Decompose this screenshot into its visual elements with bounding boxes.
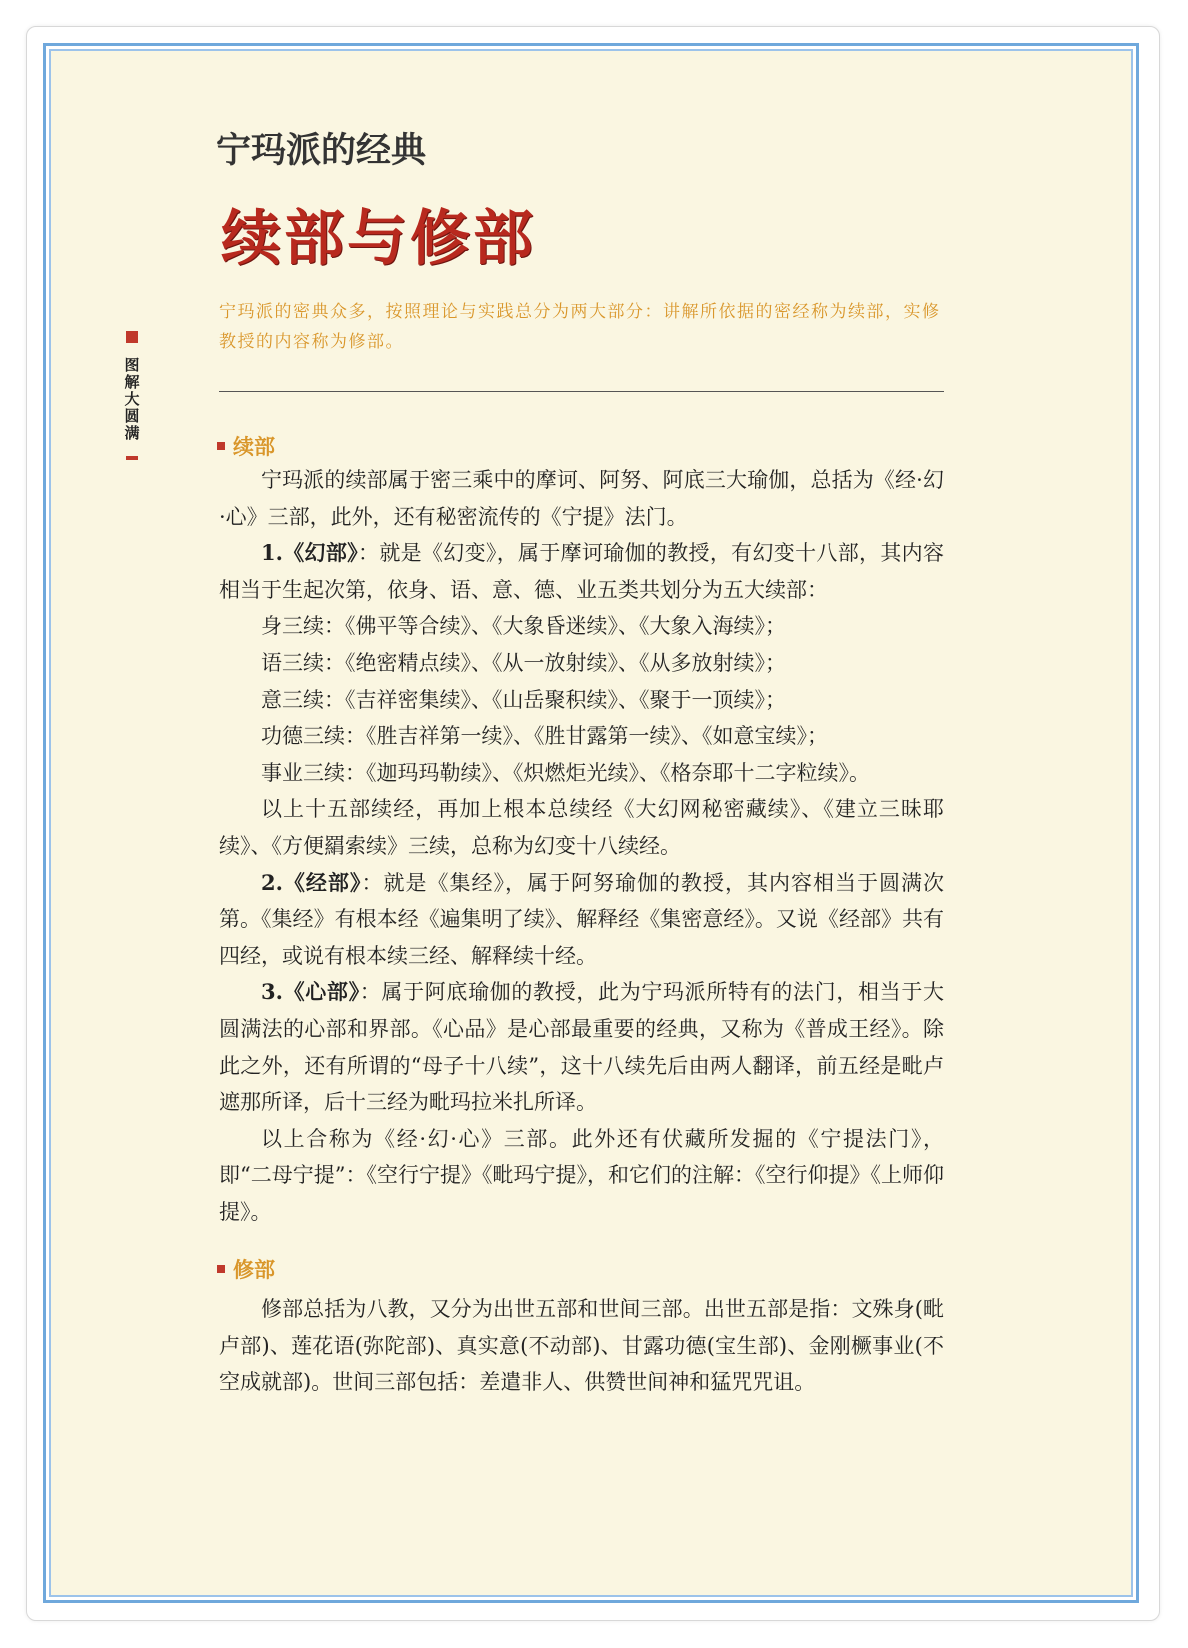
paragraph-text: 身三续：《佛平等合续》、《大象昏迷续》、《大象入海续》； [261, 614, 786, 639]
bullet-icon [217, 1265, 225, 1273]
paragraph [219, 1121, 944, 1231]
paragraph-lead: 3.《心部》 [261, 979, 360, 1005]
paragraph-text: 事业三续：《迦玛玛勒续》、《炽燃炬光续》、《格奈耶十二字粒续》。 [261, 760, 870, 785]
paragraph-text: ：属于阿底瑜伽的教授，此为宁玛派所特有的法门，相当于大圆满法的心部和界部。《心品》是心部最重要的经典，又称为《普成王经》。除此之外，还有所谓的“母子十八续”，这十八续先后由两人翻译，前五经是毗卢遮那所译，后十三经为毗玛拉米扎所译。 [219, 980, 944, 1115]
paragraph [219, 645, 944, 682]
side-tab [122, 331, 141, 460]
page-frame [43, 43, 1139, 1603]
paragraph-text: 修部总括为八教，又分为出世五部和世间三部。出世五部是指：文殊身(毗卢部)、莲花语(弥陀部)、真实意(不动部)、甘露功德(宝生部)、金刚橛事业(不空成就部)。世间三部包括：差遣非人、供赞世间神和猛咒咒诅。 [219, 1297, 944, 1395]
paragraph [219, 718, 944, 755]
side-tab-label: 图解大圆满 [122, 357, 141, 442]
paragraph-text: ：就是《幻变》，属于摩诃瑜伽的教授，有幻变十八部，其内容相当于生起次第，依身、语、意、德、业五类共划分为五大续部： [219, 541, 944, 602]
paragraph-text: ：就是《集经》，属于阿努瑜伽的教授，其内容相当于圆满次第。《集经》有根本经《遍集明了续》、解释经《集密意经》。又说《经部》共有四经，或说有根本续三经、解释续十经。 [219, 870, 944, 968]
paragraph [219, 1291, 944, 1401]
page-sheet [49, 49, 1133, 1597]
side-tab-marker-icon [126, 331, 138, 343]
bullet-icon [217, 442, 225, 450]
paragraph [219, 462, 944, 535]
divider [219, 391, 944, 392]
paragraph-text: 意三续：《吉祥密集续》、《山岳聚积续》、《聚于一顶续》； [261, 687, 786, 712]
paragraph-lead: 2.《经部》 [261, 869, 362, 895]
series-title: 宁玛派的经典 [216, 131, 427, 171]
paragraph [219, 535, 944, 608]
paragraph-text: 以上十五部续经，再加上根本总续经《大幻网秘密藏续》、《建立三昧耶续》、《方便羂索续》三续，总称为幻变十八续经。 [219, 797, 944, 858]
page-title: 续部与修部 [221, 204, 536, 274]
section-heading-xiubu [217, 1254, 275, 1284]
paragraph [219, 865, 944, 975]
paragraph [219, 755, 944, 792]
paragraph [219, 974, 944, 1120]
paragraph-text: 以上合称为《经·幻·心》三部。此外还有伏藏所发掘的《宁提法门》，即“二母宁提”：《空行宁提》《毗玛宁提》，和它们的注解：《空行仰提》《上师仰提》。 [219, 1126, 944, 1224]
side-tab-dash-icon [126, 456, 138, 460]
paragraph-text: 语三续：《绝密精点续》、《从一放射续》、《从多放射续》； [261, 650, 786, 675]
paragraph [219, 608, 944, 645]
paragraph-text: 功德三续：《胜吉祥第一续》、《胜甘露第一续》、《如意宝续》； [261, 724, 828, 749]
paragraph [219, 791, 944, 864]
paragraph-lead: 1.《幻部》 [261, 540, 358, 566]
paragraph-text: 宁玛派的续部属于密三乘中的摩诃、阿努、阿底三大瑜伽，总括为《经·幻·心》三部，此外，还有秘密流传的《宁提》法门。 [219, 468, 944, 529]
section-heading-label: 续部 [233, 435, 275, 459]
section-heading-label: 修部 [233, 1258, 275, 1282]
section-heading-xubu [217, 431, 275, 461]
section-body-xiubu [219, 1291, 944, 1401]
paragraph [219, 682, 944, 719]
section-body-xubu [219, 462, 944, 1230]
intro-text: 宁玛派的密典众多，按照理论与实践总分为两大部分：讲解所依据的密经称为续部，实修教授的内容称为修部。 [219, 302, 941, 352]
